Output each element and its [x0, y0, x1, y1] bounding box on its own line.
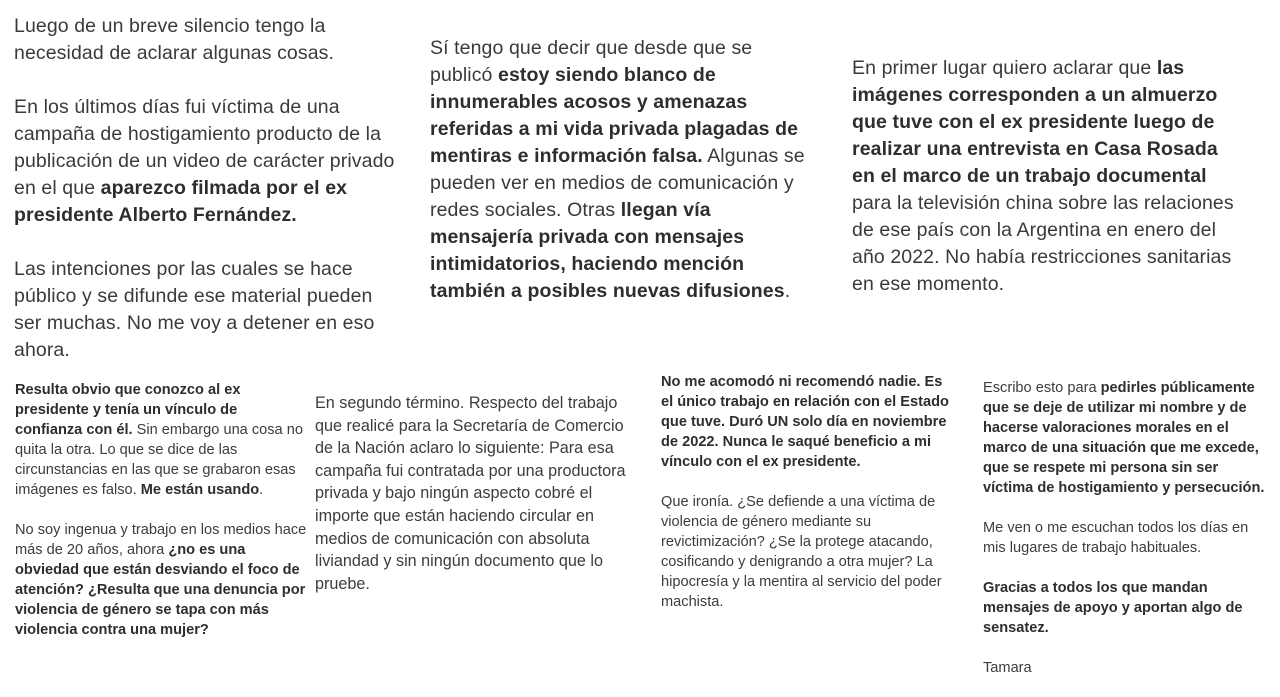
- paragraph-commerce-job: En segundo término. Respecto del trabajo que realicé para la Secretaría de Comercio de la Nación aclaro lo siguiente: Para esa campaña fui contratada por una productora privada y bajo ningún aspecto cobré el importe que están haciendo circular en medios de comunicación con absoluta liviandad y sin ningún documento que lo pruebe.: [315, 394, 626, 593]
- paragraph-workplace: Me ven o me escuchan todos los días en mis lugares de trabajo habituales.: [983, 520, 1249, 556]
- column-relationship: [15, 380, 307, 640]
- text-harassment-2: Algunas se pueden ver en medios de comunicación y redes sociales. Otras: [430, 145, 805, 221]
- text-request-bold: pedirles públicamente que se deje de utilizar mi nombre y de hacerse valoraciones morales en el marco de una situación que me excede, que se respete mi persona sin ser víctima de hostigamiento y persecución.: [983, 380, 1265, 496]
- text-relationship-1: Sin embargo una cosa no quita la otra. Lo que se dice de las circunstancias en las que se grabaron esas imágenes es falso.: [15, 422, 303, 498]
- text-relationship-end: .: [259, 482, 264, 498]
- paragraph-intentions: Las intenciones por las cuales se hace público y se difunde ese material pueden ser muchas. No me voy a detener en eso ahora.: [14, 258, 375, 361]
- text-thanks-bold: Gracias a todos los que mandan mensajes de apoyo y aportan algo de sensatez.: [983, 580, 1243, 636]
- paragraph-not-naive: [15, 520, 307, 640]
- column-request: [983, 378, 1269, 678]
- text-campaign: En los últimos días fui víctima de una campaña de hostigamiento producto de la publicación de un video de carácter privado en el que: [14, 96, 395, 199]
- paragraph-no-favors: [661, 372, 949, 472]
- text-relationship-bold-1: Resulta obvio que conozco al ex presidente y tenía un vínculo de confianza con él.: [15, 382, 241, 438]
- text-clarification-bold: las imágenes corresponden a un almuerzo que tuve con el ex presidente luego de realizar una entrevista en Casa Rosada en el marco de un trabajo documental: [852, 57, 1218, 187]
- column-intro: [14, 13, 399, 364]
- column-clarification: [852, 55, 1246, 298]
- paragraph-clarification: [852, 55, 1246, 298]
- column-commerce-job: [315, 392, 637, 595]
- text-harassment-bold-2: llegan vía mensajería privada con mensajes intimidatorios, haciendo mención también a posibles nuevas difusiones: [430, 199, 785, 302]
- paragraph-thanks: [983, 578, 1269, 638]
- column-no-favors: [661, 372, 949, 612]
- paragraph-request: [983, 378, 1269, 498]
- text-harassment-bold-1: estoy siendo blanco de innumerables acosos y amenazas referidas a mi vida privada plagadas de mentiras e información falsa.: [430, 64, 799, 167]
- column-harassment: [430, 35, 815, 305]
- text-clarification-1: En primer lugar quiero aclarar que: [852, 57, 1157, 79]
- paragraph-harassment: [430, 35, 815, 305]
- text-clarification-2: para la televisión china sobre las relaciones de ese país con la Argentina en enero del año 2022. No había restricciones sanitarias en ese momento.: [852, 192, 1234, 295]
- paragraph-relationship: [15, 380, 307, 500]
- paragraph-campaign: [14, 94, 399, 229]
- signature: Tamara: [983, 660, 1032, 676]
- text-not-naive-bold: ¿no es una obviedad que están desviando el foco de atención? ¿Resulta que una denuncia por violencia de género se tapa con más violencia contra una mujer?: [15, 542, 306, 638]
- text-campaign-bold: aparezco filmada por el ex presidente Alberto Fernández.: [14, 177, 348, 226]
- text-not-naive: No soy ingenua y trabajo en los medios hace más de 20 años, ahora: [15, 522, 307, 558]
- text-harassment-1: Sí tengo que decir que desde que se publicó: [430, 37, 753, 86]
- paragraph-intro: Luego de un breve silencio tengo la necesidad de aclarar algunas cosas.: [14, 15, 335, 64]
- text-relationship-bold-2: Me están usando: [140, 482, 260, 498]
- text-request: Escribo esto para: [983, 380, 1101, 396]
- text-no-favors-bold: No me acomodó ni recomendó nadie. Es el único trabajo en relación con el Estado que tuve. Duró UN solo día en noviembre de 2022. Nunca le saqué beneficio a mi vínculo con el ex presidente.: [661, 374, 949, 470]
- paragraph-irony: Que ironía. ¿Se defiende a una víctima de violencia de género mediante su revictimización? ¿Se la protege atacando, cosificando y denigrando a otra mujer? La hipocresía y la mentira al servicio del poder machista.: [661, 494, 942, 610]
- text-harassment-end: .: [784, 280, 791, 302]
